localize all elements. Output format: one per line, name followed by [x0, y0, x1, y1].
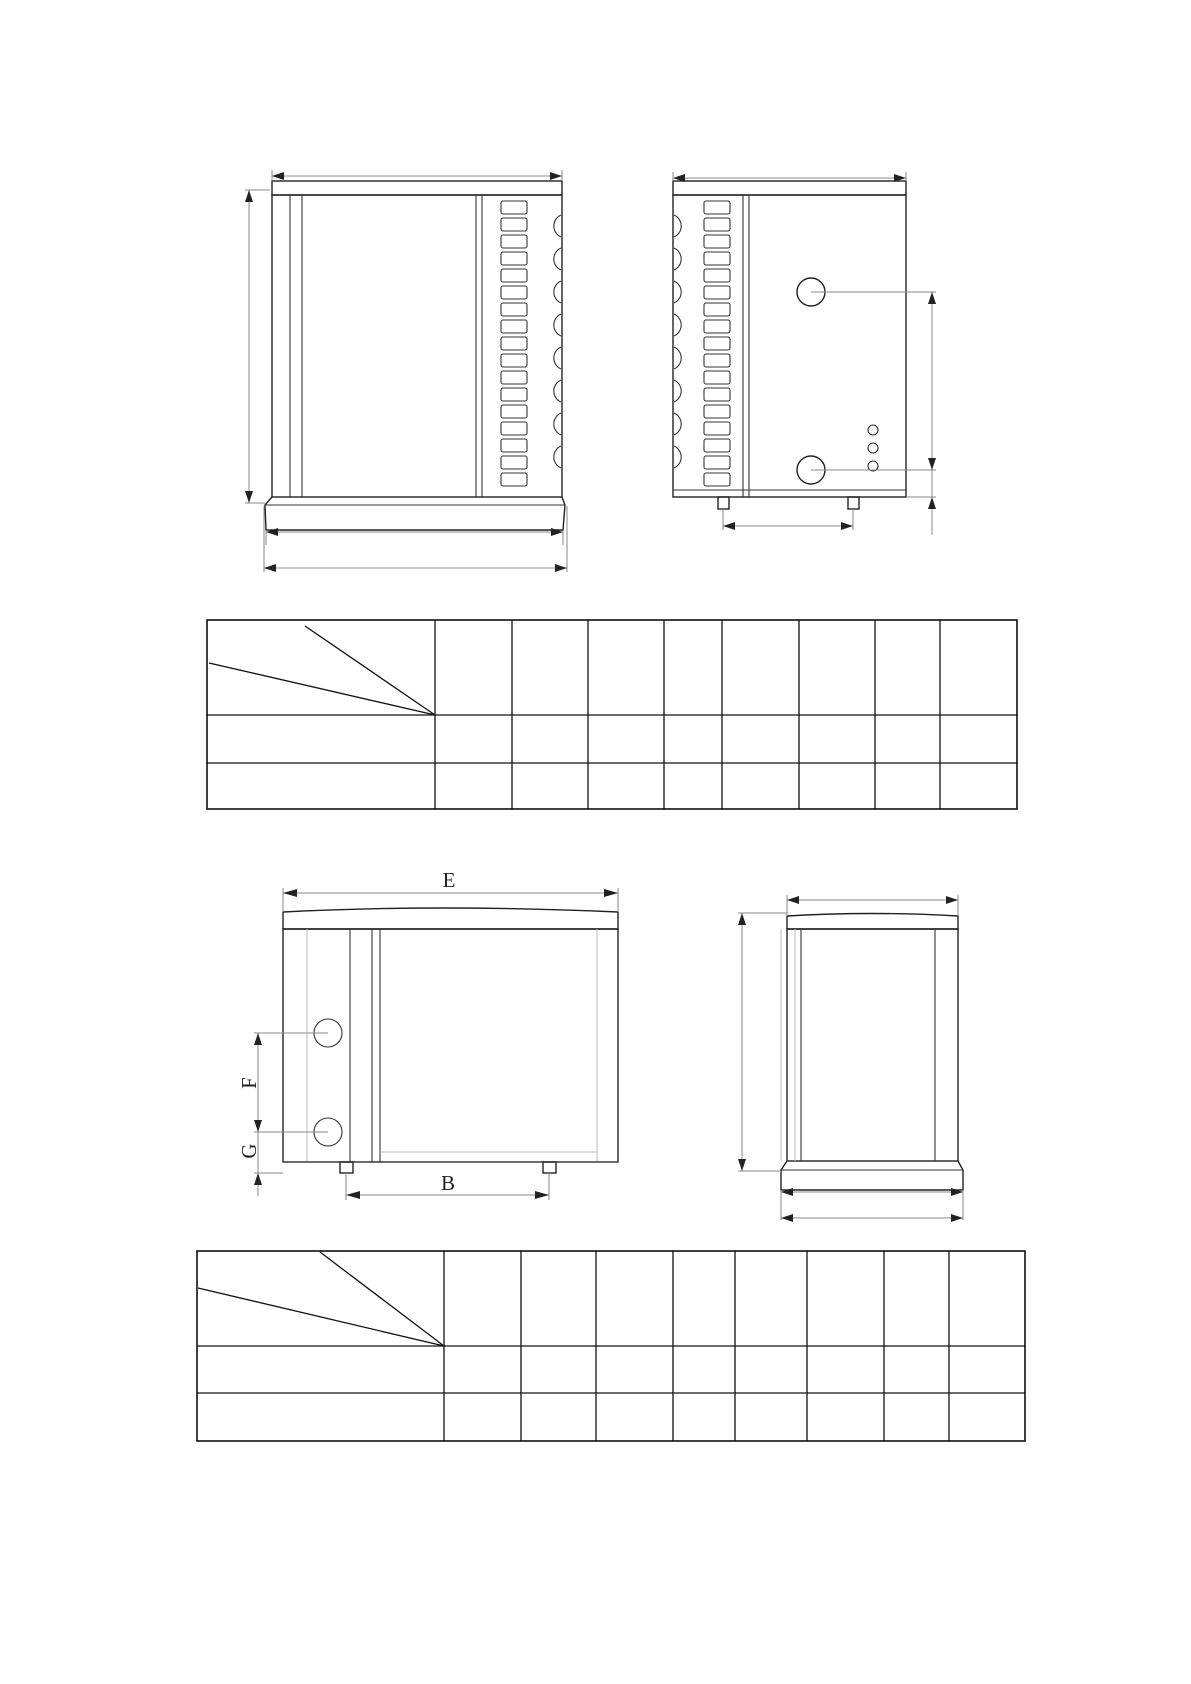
louvre-slot [501, 456, 527, 469]
dimension-table-1 [207, 620, 1017, 809]
coil-bump [674, 446, 681, 468]
coil-bump [554, 248, 561, 270]
louvre-slot [501, 303, 527, 316]
vent-louvres [501, 201, 527, 486]
port-icon [868, 443, 878, 453]
coil-bump [674, 248, 681, 270]
dimension-e [283, 868, 618, 912]
louvre-slot [704, 303, 730, 316]
side-view-upper [673, 172, 936, 535]
header-diagonal [198, 1288, 444, 1346]
vent-louvres-side [704, 201, 730, 486]
coil-bump [674, 281, 681, 303]
coil-bump [554, 314, 561, 336]
louvre-slot [501, 218, 527, 231]
louvre-slot [704, 269, 730, 282]
louvre-slot [501, 252, 527, 265]
louvre-slot [501, 337, 527, 350]
dimension-overall-width [264, 506, 567, 572]
louvre-slot [501, 320, 527, 333]
louvre-slot [501, 388, 527, 401]
louvre-slot [704, 422, 730, 435]
louvre-slot [704, 320, 730, 333]
louvre-slot [501, 286, 527, 299]
label-e: E [442, 868, 456, 892]
dimension-height [245, 190, 270, 503]
louvre-slot [704, 201, 730, 214]
louvre-slot [704, 456, 730, 469]
dimension-table-2 [197, 1251, 1025, 1441]
dimension-b [346, 1171, 549, 1200]
louvre-slot [704, 286, 730, 299]
louvre-slot [501, 269, 527, 282]
louvre-slot [704, 405, 730, 418]
coil-bump [674, 347, 681, 369]
louvre-slot [501, 371, 527, 384]
coil-bump [674, 413, 681, 435]
label-b: B [440, 1171, 456, 1195]
dimension-top-width [272, 170, 562, 181]
louvre-slot [501, 201, 527, 214]
dimension-height [738, 913, 787, 1171]
coil-bump [554, 413, 561, 435]
coil-bump [554, 347, 561, 369]
port-icon [868, 425, 878, 435]
dimension-bottom-offset [906, 470, 936, 535]
louvre-slot [704, 473, 730, 486]
coil-bump [554, 380, 561, 402]
louvre-slot [704, 371, 730, 384]
coil-bump [674, 380, 681, 402]
coil-bumps [554, 215, 561, 468]
coil-bump [674, 314, 681, 336]
louvre-slot [501, 235, 527, 248]
front-view-lower [738, 895, 963, 1222]
louvre-slot [704, 439, 730, 452]
coil-bump [554, 215, 561, 237]
dimension-overall-width [781, 1214, 963, 1222]
louvre-slot [704, 218, 730, 231]
louvre-slot [501, 439, 527, 452]
dimension-base-width [781, 1188, 963, 1220]
front-view-upper [245, 170, 567, 572]
coil-bump [554, 446, 561, 468]
louvre-slot [501, 422, 527, 435]
coil-bump [554, 281, 561, 303]
louvre-slot [501, 354, 527, 367]
label-g: G [237, 1143, 261, 1159]
dimension-feet-spacing [723, 509, 853, 530]
louvre-slot [704, 252, 730, 265]
louvre-slot [704, 354, 730, 367]
louvre-slot [704, 337, 730, 350]
coil-bumps-side [674, 215, 681, 468]
coil-bump [674, 215, 681, 237]
louvre-slot [501, 405, 527, 418]
side-view-lower [237, 868, 618, 1200]
louvre-slot [704, 388, 730, 401]
dimension-g [237, 1132, 283, 1196]
louvre-slot [501, 473, 527, 486]
label-f: F [237, 1077, 261, 1089]
header-diagonal [305, 626, 435, 715]
louvre-slot [704, 235, 730, 248]
header-diagonal [209, 663, 435, 715]
